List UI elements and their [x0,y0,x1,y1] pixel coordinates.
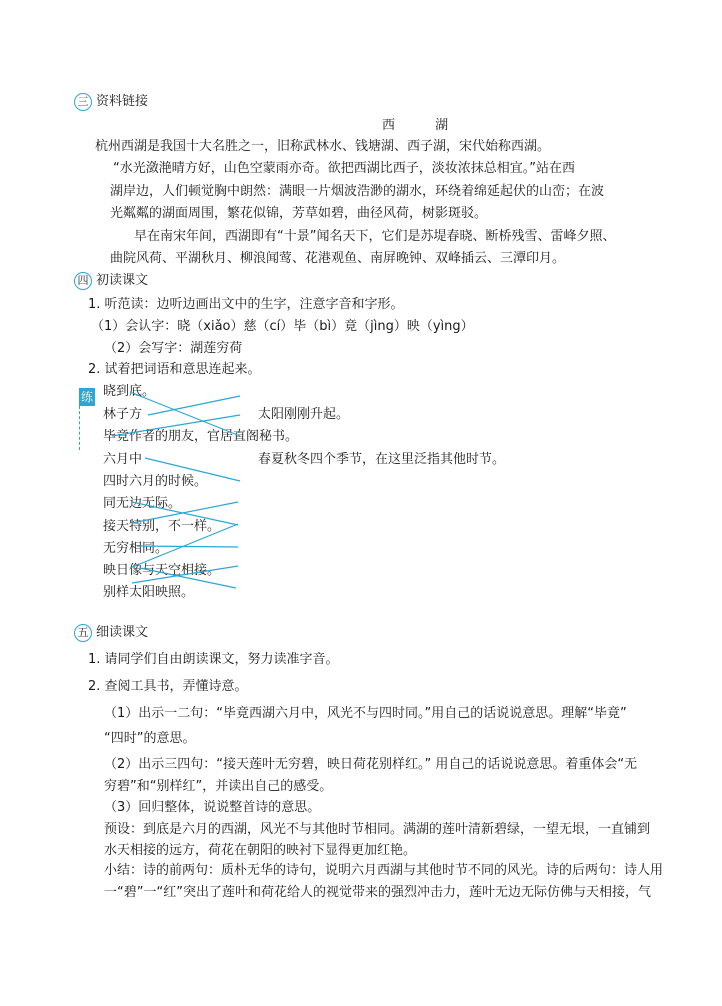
match-line-2 [148,396,240,415]
sec5-p2b: 穷碧”和“别样红”，并读出自己的感受。 [104,779,333,794]
section-5-title: 细读课文 [96,625,149,640]
poem-title: 西 湖 [382,118,467,133]
sec5-item-1: 1. 请同学们自由朗读课文，努力读准字音。 [88,652,339,667]
sec4-item-1: 1. 听范读：边听边画出文中的生字，注意字音和字形。 [88,297,404,312]
match-left-6: 同无边无际。 [103,496,182,511]
section-3-number: 三 [74,93,92,111]
match-left-4: 六月中 [103,452,143,467]
section-4-title: 初读课文 [96,273,149,288]
sec5-p1b: “四时”的意思。 [104,731,196,746]
match-right-1: 太阳刚刚升起。 [258,407,350,422]
sec5-item-2: 2. 查阅工具书，弄懂诗意。 [88,679,248,694]
intro-line-6: 曲院风荷、平湖秋月、柳浪闻莺、花港观鱼、南屏晚钟、双峰插云、三潭印月。 [110,251,566,266]
match-left-2: 林子方 [103,407,143,422]
match-left-10: 别样太阳映照。 [103,585,195,600]
sec4-item-2: 2. 试着把词语和意思连起来。 [88,362,261,377]
intro-line-5: 早在南宋年间，西湖即有“十景”闻名天下，它们是苏堤春晓、断桥残雪、雷峰夕照、 [134,229,616,244]
practice-mark-line [79,406,80,450]
intro-line-2: “水光潋滟晴方好，山色空蒙雨亦奇。欲把西湖比西子，淡妆浓抹总相宜。”站在西 [113,161,575,176]
practice-mark: 练 [80,390,93,404]
sec4-item-1a: （1）会认字：晓（xiǎo）慈（cí）毕（bì）竟（jìng）映（yìng） [91,319,474,334]
intro-line-3: 湖岸边，人们顿觉胸中朗然：满眼一片烟波浩渺的湖水，环绕着绵延起伏的山峦；在波 [110,184,605,199]
sec5-p3: （3）回归整体，说说整首诗的意思。 [104,800,321,815]
match-left-1: 晓到底。 [103,384,156,399]
sec5-p4b: 水天相接的远方，荷花在朝阳的映衬下显得更加红艳。 [104,843,417,858]
match-left-8: 无穷相同。 [103,541,169,556]
sec5-p4a: 预设：到底是六月的西湖，风光不与其他时节相同。满湖的莲叶清新碧绿，一望无垠，一直铺到 [104,822,651,837]
section-4-number: 四 [74,272,92,290]
match-right-2: 春夏秋冬四个季节，在这里泛指其他时节。 [258,452,506,467]
match-left-9: 映日像与天空相接。 [103,563,221,578]
match-left-5: 四时六月的时候。 [103,474,208,489]
sec4-item-1b: （2）会写字：湖莲穷荷 [104,341,243,356]
intro-line-1: 杭州西湖是我国十大名胜之一，旧称武林水、钱塘湖、西子湖，宋代始称西湖。 [95,139,551,154]
sec5-p1a: （1）出示一二句：“毕竟西湖六月中，风光不与四时同。”用自己的话说说意思。理解“毕竟” [104,706,627,721]
match-left-3: 毕竟作者的朋友，官居直阁秘书。 [103,429,299,444]
sec5-p2a: （2）出示三四句：“接天莲叶无穷碧，映日荷花别样红。” 用自己的话说说意思。着重体会“无 [104,757,638,772]
match-left-7: 接天特别，不一样。 [103,519,221,534]
intro-line-4: 光粼粼的湖面周围，繁花似锦，芳草如碧，曲径风荷，树影斑驳。 [110,206,488,221]
section-5-number: 五 [74,624,92,642]
sec5-p5b: 一“碧”一“红”突出了莲叶和荷花给人的视觉带来的强烈冲击力，莲叶无边无际仿佛与天相接，气 [104,885,651,900]
sec5-p5a: 小结：诗的前两句：质朴无华的诗句，说明六月西湖与其他时节不同的风光。诗的后两句：诗人用 [104,863,664,878]
section-3-title: 资料链接 [96,94,149,109]
